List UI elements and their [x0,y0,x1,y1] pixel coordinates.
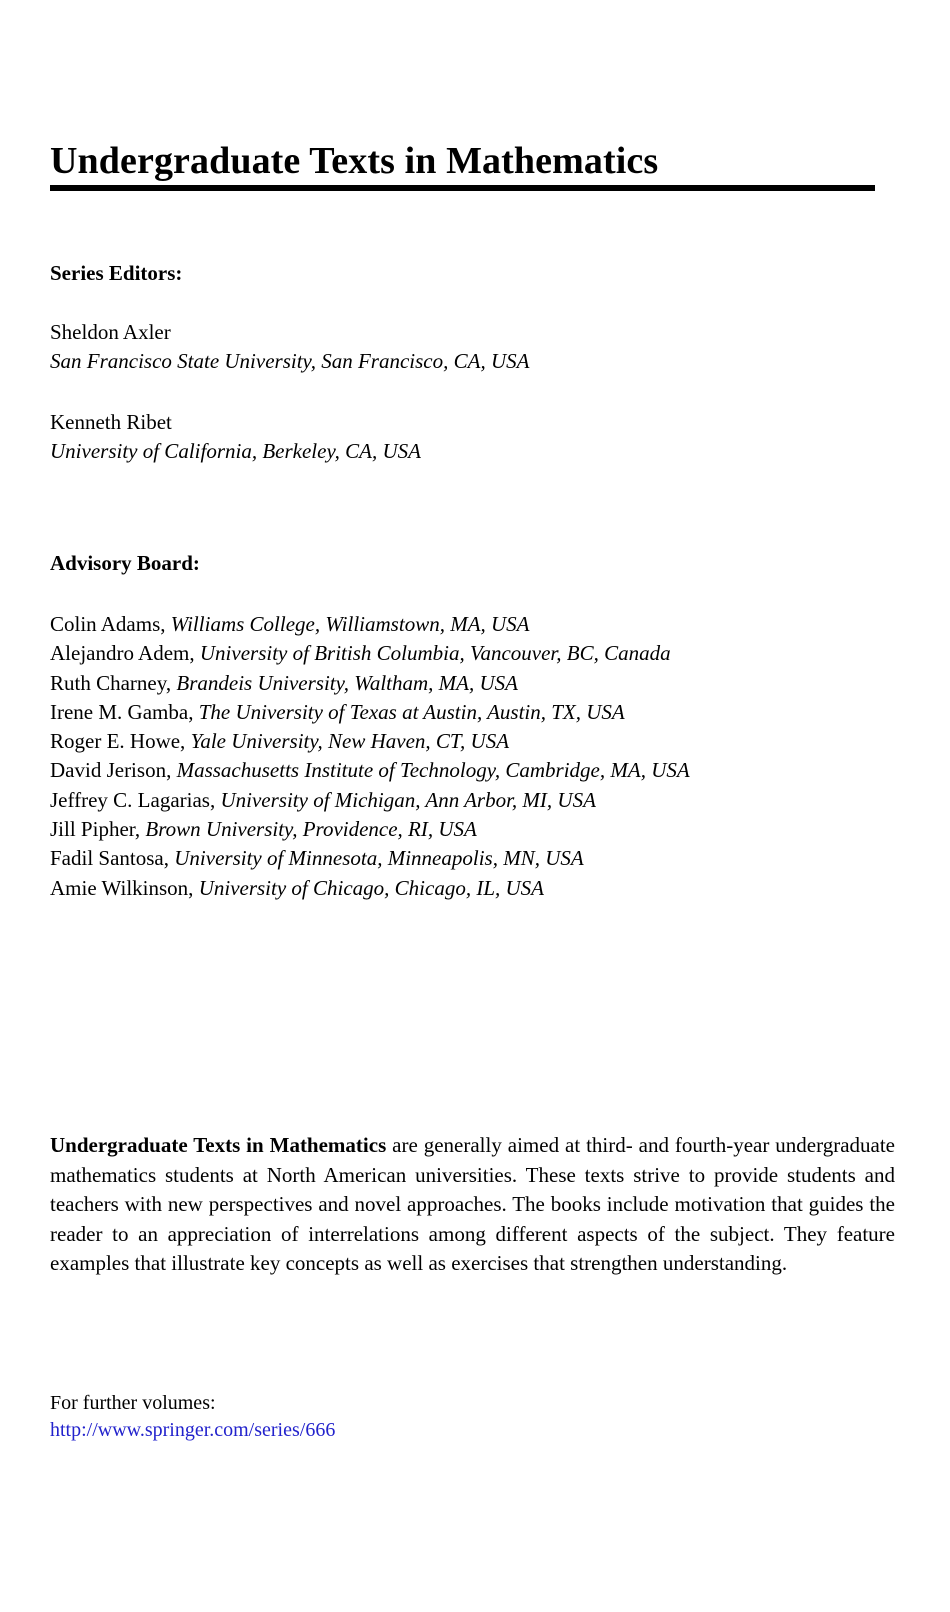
series-editors-list [50,318,870,466]
board-member-affiliation: Brown University, Providence, RI, USA [145,817,477,842]
board-member-name: Fadil Santosa, [50,846,175,871]
page-title: Undergraduate Texts in Mathematics [50,140,659,183]
board-member-affiliation: Williams College, Williamstown, MA, USA [170,612,530,636]
list-item [50,318,870,376]
series-editors-heading: Series Editors: [50,261,183,285]
board-member-affiliation: University of British Columbia, Vancouver, BC, Canada [199,641,671,666]
list-item [50,874,910,903]
board-member-name: Colin Adams, [50,612,171,636]
title-divider [50,185,875,191]
series-description [50,1131,895,1279]
editor-affiliation: San Francisco State University, San Francisco, CA, USA [50,349,530,373]
list-item [50,756,910,785]
board-member-affiliation: University of Michigan, Ann Arbor, MI, USA [220,787,596,812]
board-member-name: Jeffrey C. Lagarias, [50,787,221,812]
board-member-name: Ruth Charney, [50,670,177,695]
editor-name: Kenneth Ribet [50,410,172,434]
series-url-link[interactable]: http://www.springer.com/series/666 [50,1419,336,1441]
board-member-name: Amie Wilkinson, [50,875,199,900]
further-volumes-label: For further volumes: [50,1392,216,1414]
list-item [50,610,910,639]
board-member-name: Alejandro Adem, [50,641,200,666]
series-description-lead: Undergraduate Texts in Mathematics [50,1133,387,1157]
list-item [50,727,910,756]
list-item [50,408,870,466]
list-item [50,639,910,668]
advisory-board-list [50,610,910,903]
editor-affiliation: University of California, Berkeley, CA, USA [50,439,421,463]
board-member-affiliation: Brandeis University, Waltham, MA, USA [176,670,518,695]
board-member-affiliation: Yale University, New Haven, CT, USA [190,729,510,754]
series-description-body: are generally aimed at third- and fourth-year undergraduate mathematics students at North American universities. These texts strive to provide students and teachers with new perspectives and novel approaches. The books include motivation that guides the reader to an appreciation of interrelations among different aspects of the subject. They feature examples that illustrate key concepts as well as exercises that strengthen understanding. [50,1133,895,1276]
list-item [50,669,910,698]
list-item [50,815,910,844]
board-member-affiliation: University of Chicago, Chicago, IL, USA [198,875,544,900]
board-member-affiliation: Massachusetts Institute of Technology, Cambridge, MA, USA [176,758,690,783]
board-member-name: David Jerison, [50,758,177,783]
board-member-name: Irene M. Gamba, [50,699,199,724]
board-member-name: Roger E. Howe, [50,729,191,754]
list-item [50,698,910,727]
advisory-board-heading: Advisory Board: [50,551,200,575]
board-member-affiliation: University of Minnesota, Minneapolis, MN, USA [174,846,584,871]
list-item [50,844,910,873]
list-item [50,786,910,815]
editor-name: Sheldon Axler [50,320,171,344]
footer [50,1390,550,1444]
board-member-affiliation: The University of Texas at Austin, Austin, TX, USA [198,699,625,724]
board-member-name: Jill Pipher, [50,817,146,842]
